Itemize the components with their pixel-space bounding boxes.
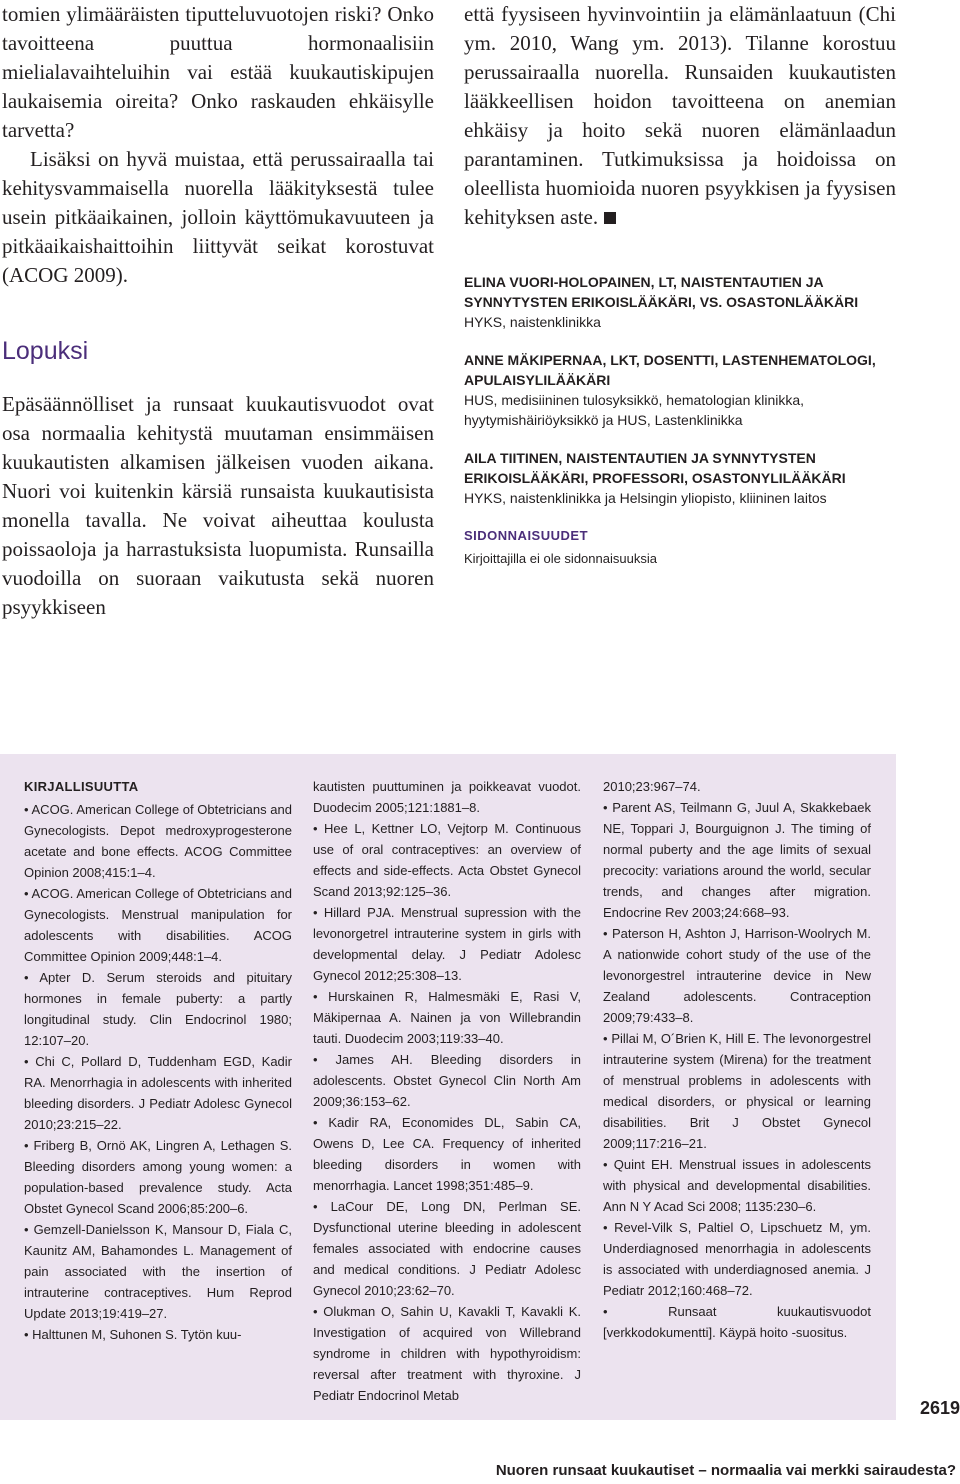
left-text-column [2, 0, 434, 622]
reference-item: • Kadir RA, Economides DL, Sabin CA, Owens D, Lee CA. Frequency of inherited bleeding disorders in women with menorrhagia. Lancet 1998;351:485–9. [313, 1115, 581, 1193]
reference-item: • Apter D. Serum steroids and pituitary hormones in female puberty: a partly longitudinal study. Clin Endocrinol 1980; 12:107–20. [24, 970, 292, 1048]
reference-item: kautisten puuttuminen ja poikkeavat vuodot. Duodecim 2005;121:1881–8. [313, 779, 581, 815]
reference-item: • Chi C, Pollard D, Tuddenham EGD, Kadir RA. Menorrhagia in adolescents with inherited bleeding disorders. J Pediatr Adolesc Gynecol 2010;23:215–22. [24, 1054, 292, 1132]
reference-item: • Halttunen M, Suhonen S. Tytön kuu- [24, 1327, 242, 1342]
reference-item: • Hillard PJA. Menstrual supression with the levonorgetrel intrauterine system in girls with developmental delay. J Pediatr Adolesc Gynecol 2012;25:308–13. [313, 905, 581, 983]
references-heading: KIRJALLISUUTTA [24, 779, 139, 794]
author-block [464, 448, 896, 508]
references-column-3 [603, 776, 871, 1343]
end-of-article-mark [604, 212, 616, 224]
author-name: ELINA VUORI-HOLOPAINEN, LT, NAISTENTAUTIEN JA SYNNYTYSTEN ERIKOISLÄÄKÄRI, VS. OSASTONLÄÄKÄRI [464, 274, 859, 310]
right-text-column [464, 0, 896, 569]
author-block [464, 272, 896, 332]
reference-item: • James AH. Bleeding disorders in adolescents. Obstet Gynecol Clin North Am 2009;36:153–62. [313, 1052, 581, 1109]
reference-item: • Gemzell-Danielsson K, Mansour D, Fiala C, Kaunitz AM, Bahamondes L. Management of pain associated with the insertion of intrauterine contraceptives. Hum Reprod Update 2013;19:419–27. [24, 1222, 292, 1321]
body-paragraph [464, 0, 896, 232]
author-block [464, 350, 896, 430]
reference-item: • Parent AS, Teilmann G, Juul A, Skakkebaek NE, Toppari J, Bourguignon J. The timing of normal puberty and the age limits of sexual precocity: variations around the world, secular trends, and changes after migration. Endocrine Rev 2003;24:668–93. [603, 800, 871, 920]
disclosure-text: Kirjoittajilla ei ole sidonnaisuuksia [464, 551, 657, 566]
reference-item: • Paterson H, Ashton J, Harrison-Woolrych M. A nationwide cohort study of the use of the levonorgestrel intrauterine device in New Zealand adolescents. Contraception 2009;79:433–8. [603, 926, 871, 1025]
section-heading: Lopuksi [2, 337, 89, 365]
author-affiliation: HUS, medisiininen tulosyksikkö, hematologian klinikka, hyytymishäiriöyksikkö ja HUS, Lastenklinikka [464, 392, 805, 428]
page-number: 2619 [919, 1398, 960, 1418]
references-column-2 [313, 776, 581, 1406]
body-paragraph: tomien ylimääräisten tiputteluvuotojen riski? Onko tavoitteena puuttua hormonaalisiin mielialavaihteluihin vai estää kuukautiskipujen laukaisemia oireita? Onko raskauden ehkäisylle tarvetta? [2, 2, 434, 142]
author-name: ANNE MÄKIPERNAA, LKT, DOSENTTI, LASTENHEMATOLOGI, APULAISYLILÄÄKÄRI [464, 352, 876, 388]
reference-item: • Olukman O, Sahin U, Kavakli T, Kavakli K. Investigation of acquired von Willebrand syndrome in children with hypothyroidism: reversal after treatment with thyroxine. J Pediatr Endocrinol Metab [313, 1304, 581, 1403]
reference-item: • Pillai M, O´Brien K, Hill E. The levonorgestrel intrauterine system (Mirena) for the treatment of menstrual problems in adolescents with medical disorders, or physical or learning disabilities. Brit J Obstet Gynecol 2009;117:216–21. [603, 1031, 871, 1151]
running-footer-title: Nuoren runsaat kuukautiset – normaalia vai merkki sairaudesta? [495, 1462, 956, 1479]
reference-item: • Revel-Vilk S, Paltiel O, Lipschuetz M, ym. Underdiagnosed menorrhagia in adolescents is associated with underdiagnosed anemia. J Pediatr 2012;160:468–72. [603, 1220, 871, 1298]
reference-item: • Runsaat kuukautisvuodot [verkkodokumentti]. Käypä hoito -suositus. [603, 1304, 871, 1340]
references-column-1 [24, 776, 292, 1345]
reference-item: • Hurskainen R, Halmesmäki E, Rasi V, Mäkipernaa A. Nainen ja von Willebrandin tauti. Duodecim 2003;119:33–40. [313, 989, 581, 1046]
author-affiliation: HYKS, naistenklinikka ja Helsingin yliopisto, kliininen laitos [464, 490, 827, 506]
reference-item: • Quint EH. Menstrual issues in adolescents with physical and developmental disabilities. Ann N Y Acad Sci 2008; 1135:230–6. [603, 1157, 871, 1214]
reference-item: • ACOG. American College of Obtetricians and Gynecologists. Depot medroxyprogesterone acetate and bone effects. ACOG Committee Opinion 2008;415:1–4. [24, 802, 292, 880]
reference-item: • ACOG. American College of Obtetricians and Gynecologists. Menstrual manipulation for adolescents with disabilities. ACOG Committee Opinion 2009;448:1–4. [24, 886, 292, 964]
author-name: AILA TIITINEN, NAISTENTAUTIEN JA SYNNYTYSTEN ERIKOISLÄÄKÄRI, PROFESSORI, OSASTONYLILÄÄKÄRI [464, 450, 846, 486]
reference-item: • Friberg B, Ornö AK, Lingren A, Lethagen S. Bleeding disorders among young women: a population-based prevalence study. Acta Obstet Gynecol Scand 2006;85:200–6. [24, 1138, 292, 1216]
author-affiliation: HYKS, naistenklinikka [464, 314, 601, 330]
reference-item: • Hee L, Kettner LO, Vejtorp M. Continuous use of oral contraceptives: an overview of effects and side-effects. Acta Obstet Gynecol Scand 2013;92:125–36. [313, 821, 581, 899]
references-box [0, 754, 896, 1420]
reference-item: • LaCour DE, Long DN, Perlman SE. Dysfunctional uterine bleeding in adolescent females associated with endocrine causes and medical conditions. J Pediatr Adolesc Gynecol 2010;23:62–70. [313, 1199, 581, 1298]
body-paragraph: Lisäksi on hyvä muistaa, että perussairaalla tai kehitysvammaisella nuorella lääkityksestä tulee usein pitkäaikainen, jolloin käyttömukavuuteen ja pitkäaikaishaittoihin liittyvät seikat korostuvat (ACOG 2009). [2, 147, 434, 287]
body-paragraph-text: että fyysiseen hyvinvointiin ja elämänlaatuun (Chi ym. 2010, Wang ym. 2013). Tilanne korostuu perussairaalla nuorella. Runsaiden kuukautisten lääkkeellisen hoidon tavoitteena on anemian ehkäisy ja hoito sekä nuoren elämänlaadun parantaminen. Tutkimuksissa ja hoidoissa on oleellista huomioida nuoren psyykkisen ja fyysisen kehityksen aste. [464, 2, 896, 229]
reference-item: 2010;23:967–74. [603, 779, 701, 794]
body-paragraph: Epäsäännölliset ja runsaat kuukautisvuodot ovat osa normaalia kehitystä muutaman ensimmäisen kuukautisten alkamisen jälkeisen vuoden aikana. Nuori voi kuitenkin kärsiä runsaista kuukautisista monella tavalla. Ne voivat aiheuttaa koulusta poissaoloja ja harrastuksista luopumista. Runsailla vuodoilla on suoraan vaikutusta sekä nuoren psyykkiseen [2, 392, 434, 619]
disclosure-heading: SIDONNAISUUDET [464, 528, 589, 543]
